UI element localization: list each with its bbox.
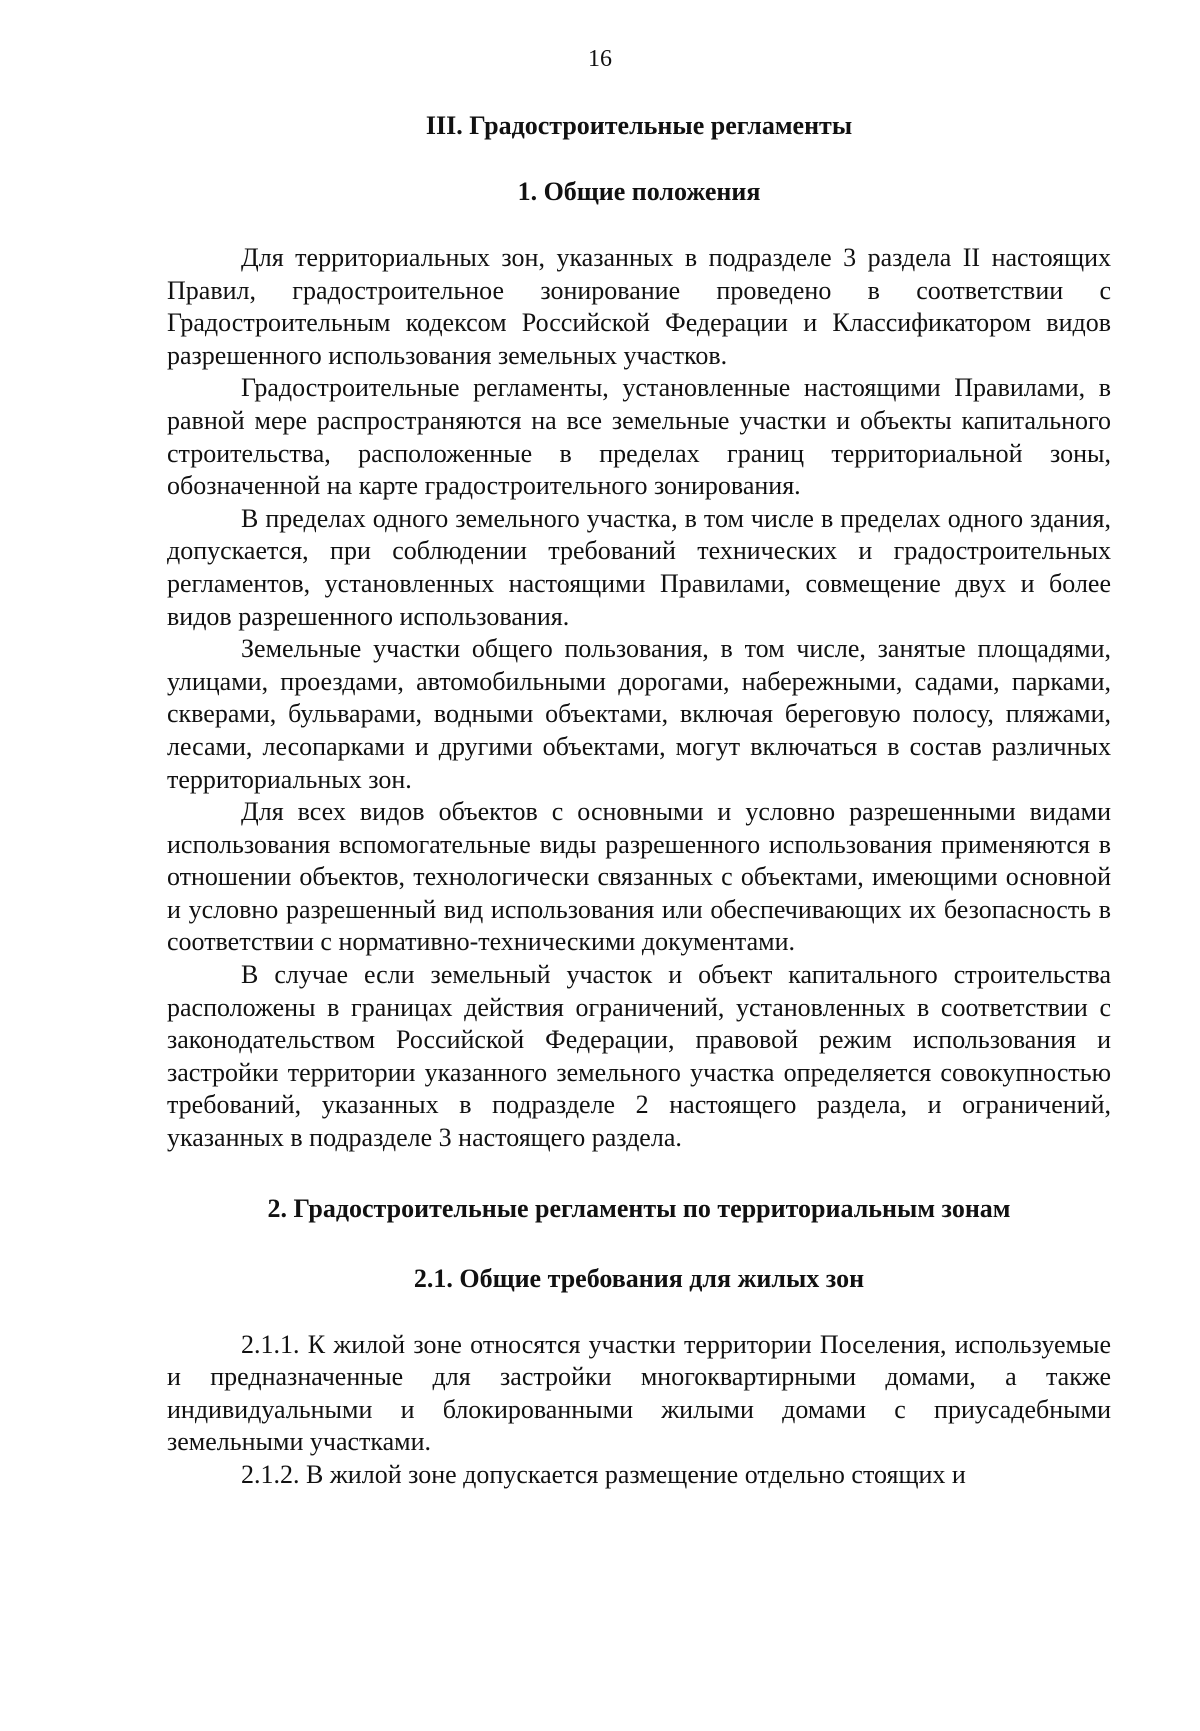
- page-content: [167, 110, 1111, 1492]
- paragraph: Земельные участки общего пользования, в том числе, занятые площадями, улицами, проездами, автомобильными дорогами, набережными, садами, парками, скверами, бульварами, водными объектами, включая береговую полосу, пляжами, лесами, лесопарками и другими объектами, могут включаться в состав различных территориальных зон.: [167, 634, 1111, 794]
- page-number: 16: [588, 46, 612, 72]
- paragraph: Для всех видов объектов с основными и условно разрешенными видами использования вспомогательные виды разрешенного использования применяются в отношении объектов, технологически связанных с объектами, имеющими основной и условно разрешенный вид использования или обеспечивающих их безопасность в соответствии с нормативно-техническими документами.: [167, 797, 1111, 957]
- subsection-2-1-title: 2.1. Общие требования для жилых зон: [413, 1263, 865, 1293]
- section-1-title: 1. Общие положения: [517, 177, 761, 206]
- paragraph: 2.1.2. В жилой зоне допускается размещение отдельно стоящих и: [241, 1460, 966, 1489]
- paragraph: В случае если земельный участок и объект капитального строительства расположены в границах действия ограничений, установленных в соответствии с законодательством Российской Федерации, правовой режим использования и застройки территории указанного земельного участка определяется совокупностью требований, указанных в подразделе 2 настоящего раздела, и ограничений, указанных в подразделе 3 настоящего раздела.: [167, 960, 1111, 1153]
- paragraph: Для территориальных зон, указанных в подразделе 3 раздела II настоящих Правил, градостроительное зонирование проведено в соответствии с Градостроительным кодексом Российской Федерации и Классификатором видов разрешенного использования земельных участков.: [167, 243, 1111, 370]
- section-2-title: 2. Градостроительные регламенты по территориальным зонам: [267, 1193, 1011, 1223]
- paragraph: В пределах одного земельного участка, в том числе в пределах одного здания, допускается, при соблюдении требований технических и градостроительных регламентов, установленных настоящими Правилами, совмещение двух и более видов разрешенного использования.: [167, 503, 1111, 631]
- paragraph: Градостроительные регламенты, установленные настоящими Правилами, в равной мере распространяются на все земельные участки и объекты капитального строительства, расположенные в пределах границ территориальной зоны, обозначенной на карте градостроительного зонирования.: [167, 373, 1111, 501]
- paragraph: 2.1.1. К жилой зоне относятся участки территории Поселения, используемые и предназначенные для застройки многоквартирными домами, а также индивидуальными и блокированными жилыми домами с приусадебными земельными участками.: [167, 1329, 1111, 1457]
- part-title: III. Градостроительные регламенты: [425, 111, 853, 140]
